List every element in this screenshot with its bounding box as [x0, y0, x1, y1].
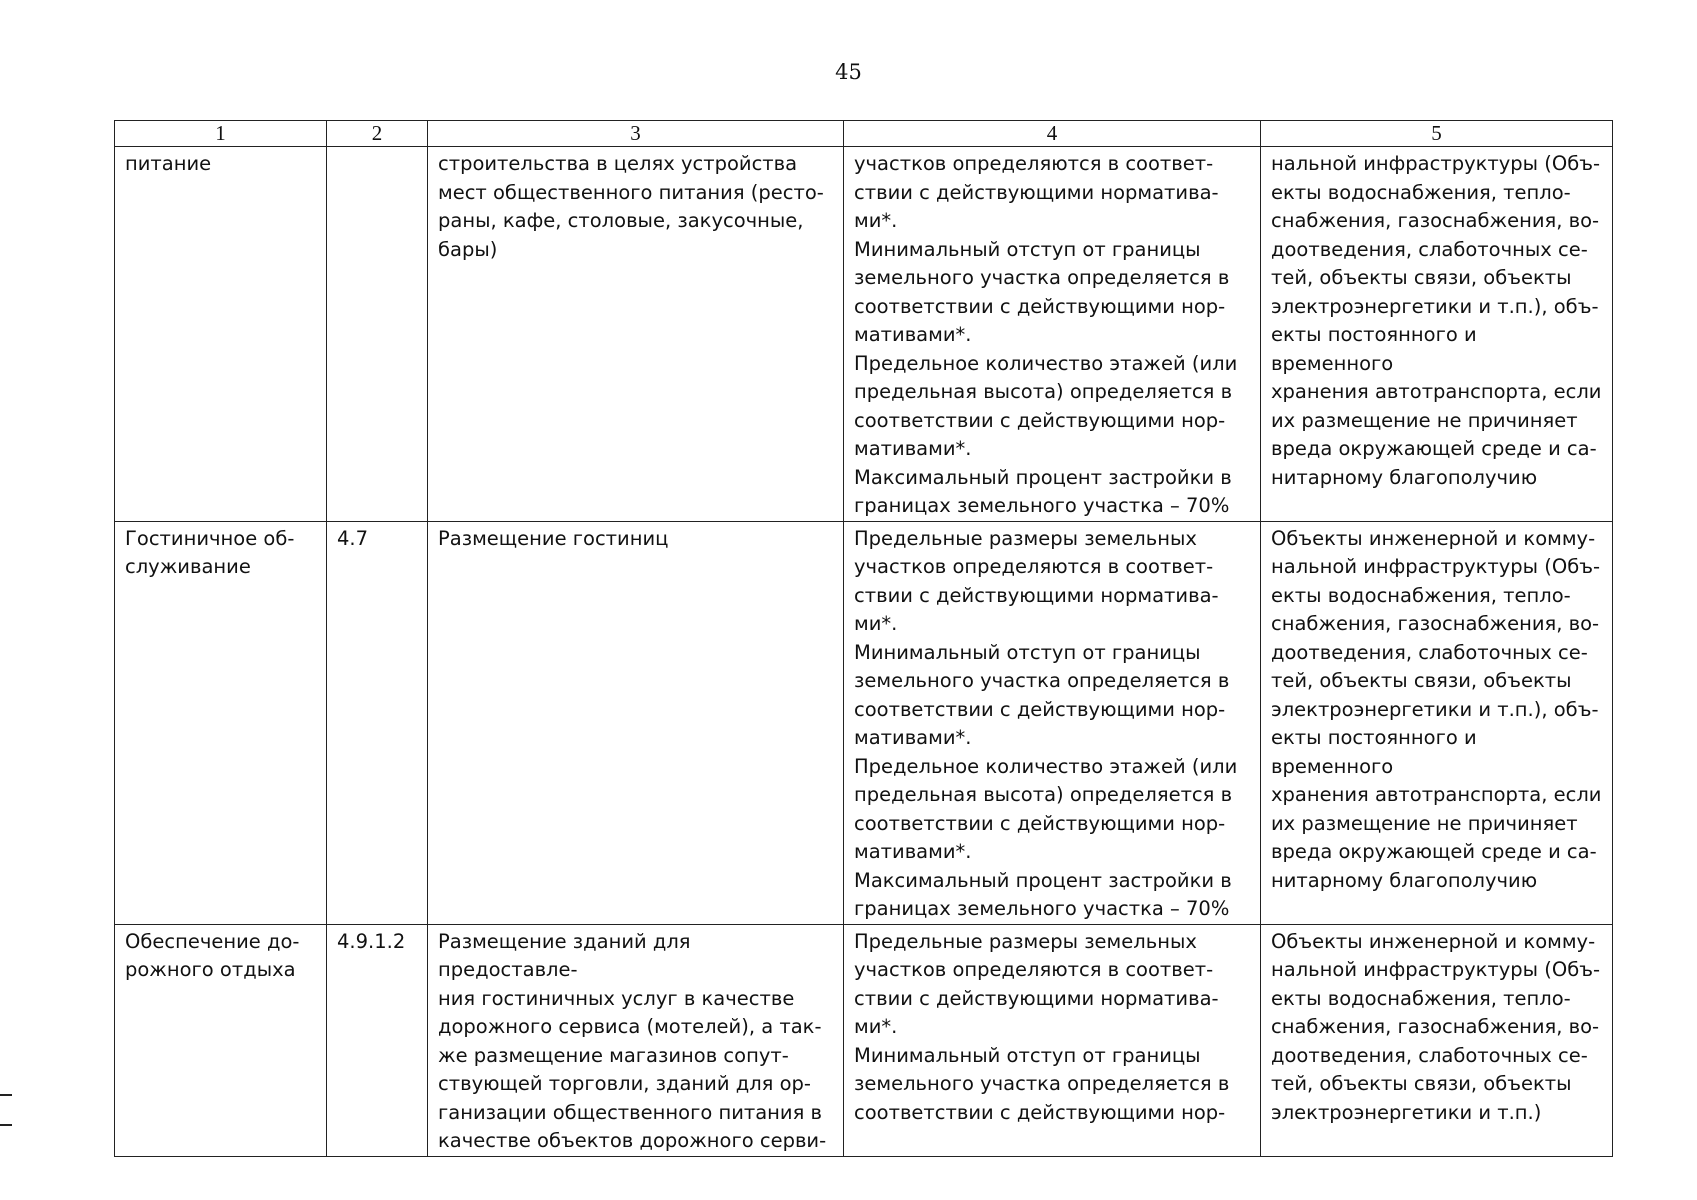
use-parameters: Предельные размеры земельных участков определяются в соответ- ствии с действующими норматива- ми*. Минимальный отступ от границы земельного участка определяется в соответствии с действующими нор- мативами*. Предельное количество этажей (или предельная высота) определяется в соответствии с действующими нор- мативами*. Максимальный процент застройки в границах земельного участка – 70%: [854, 526, 1238, 920]
use-code-cell: [327, 924, 428, 1156]
description-cell: [428, 924, 844, 1156]
use-description: Размещение гостиниц: [438, 526, 669, 550]
use-code: 4.7: [337, 526, 369, 550]
use-code-cell: [327, 521, 428, 924]
page-number: 45: [835, 60, 862, 84]
use-code: 4.9.1.2: [337, 929, 406, 953]
use-name: Обеспечение до- рожного отдыха: [125, 929, 300, 981]
use-name: Гостиничное об- служивание: [125, 526, 295, 578]
parameters-cell: [844, 521, 1261, 924]
description-cell: [428, 147, 844, 522]
parameters-cell: [844, 147, 1261, 522]
use-name-cell: [115, 924, 327, 1156]
use-name: питание: [125, 152, 212, 175]
column-header-2: 2: [327, 121, 428, 147]
parameters-cell: [844, 924, 1261, 1156]
use-name-cell: [115, 147, 327, 522]
auxiliary-uses: Объекты инженерной и комму- нальной инфраструктуры (Объ- екты водоснабжения, тепло- снабжения, газоснабжения, во- доотведения, слаботочных се- тей, объекты связи, объекты электроэнергетики и т.п.): [1271, 929, 1601, 1124]
column-header-5: 5: [1261, 121, 1613, 147]
description-cell: [428, 521, 844, 924]
column-header-3: 3: [428, 121, 844, 147]
table-row: [115, 521, 1613, 924]
land-use-table: [114, 120, 1613, 1157]
margin-mark: [0, 1094, 12, 1096]
auxiliary-cell: [1261, 147, 1613, 522]
use-description: Размещение зданий для предоставле- ния гостиничных услуг в качестве дорожного сервиса (мотелей), а так- же размещение магазинов сопут- ствующей торговли, зданий для ор- ганизации общественного питания в качестве объектов дорожного серви-: [438, 929, 827, 1152]
margin-mark: [0, 1124, 12, 1126]
use-parameters: Предельные размеры земельных участков определяются в соответ- ствии с действующими норматива- ми*. Минимальный отступ от границы земельного участка определяется в соответствии с действующими нор-: [854, 929, 1230, 1124]
use-code-cell: [327, 147, 428, 522]
auxiliary-cell: [1261, 924, 1613, 1156]
auxiliary-cell: [1261, 521, 1613, 924]
header-row: [115, 121, 1613, 147]
table-row: [115, 147, 1613, 522]
column-header-4: 4: [844, 121, 1261, 147]
use-name-cell: [115, 521, 327, 924]
column-header-1: 1: [115, 121, 327, 147]
auxiliary-uses: нальной инфраструктуры (Объ- екты водоснабжения, тепло- снабжения, газоснабжения, во- доотведения, слаботочных се- тей, объекты связи, объекты электроэнергетики и т.п.), объ- екты постоянного и временного хранения автотранспорта, если их размещение не причиняет вреда окружающей среде и са- нитарному благополучию: [1271, 152, 1602, 489]
auxiliary-uses: Объекты инженерной и комму- нальной инфраструктуры (Объ- екты водоснабжения, тепло- снабжения, газоснабжения, во- доотведения, слаботочных се- тей, объекты связи, объекты электроэнергетики и т.п.), объ- екты постоянного и временного хранения автотранспорта, если их размещение не причиняет вреда окружающей среде и са- нитарному благополучию: [1271, 526, 1602, 892]
table-row: [115, 924, 1613, 1156]
use-parameters: участков определяются в соответ- ствии с действующими норматива- ми*. Минимальный отступ от границы земельного участка определяется в соответствии с действующими нор- мативами*. Предельное количество этажей (или предельная высота) определяется в соответствии с действующими нор- мативами*. Максимальный процент застройки в границах земельного участка – 70%: [854, 152, 1238, 517]
use-description: строительства в целях устройства мест общественного питания (ресто- раны, кафе, столовые, закусочные, бары): [438, 152, 824, 261]
